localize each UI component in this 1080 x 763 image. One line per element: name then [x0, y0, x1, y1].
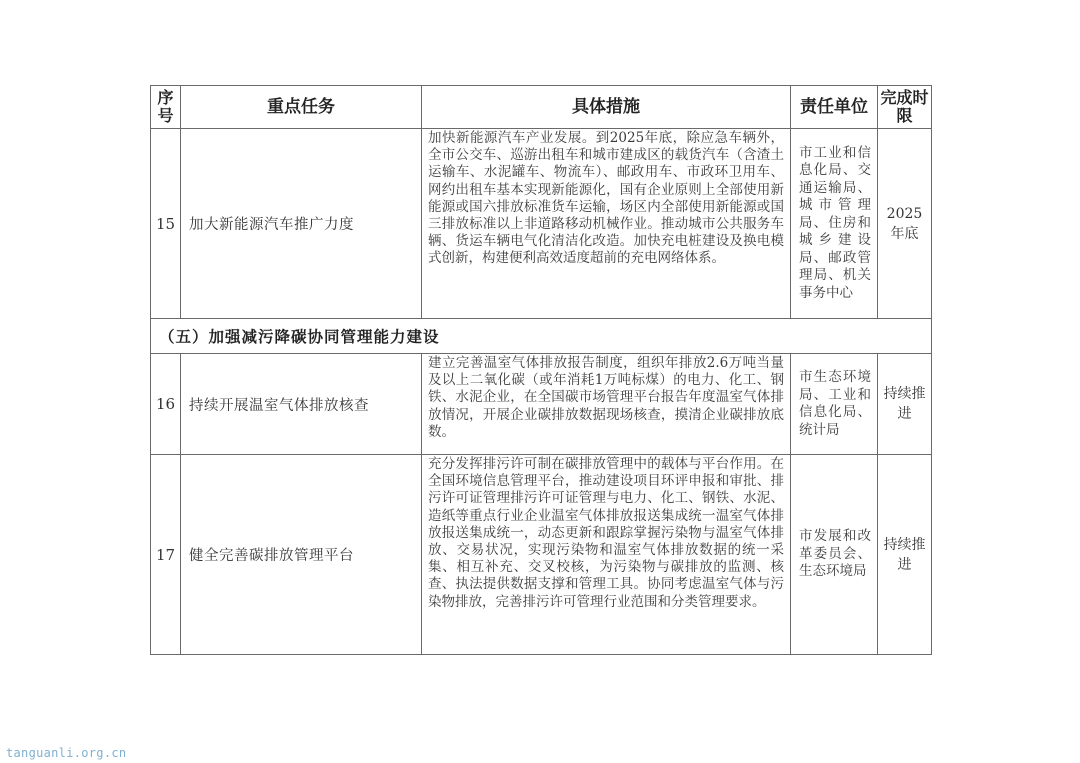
header-deadline: 完成时限 [878, 86, 932, 129]
row-unit: 市发展和改革委员会、生态环境局 [791, 455, 878, 655]
table-header-row [151, 86, 932, 129]
row-deadline: 持续推进 [878, 354, 932, 455]
watermark-text: tanguanli.org.cn [6, 746, 127, 760]
row-task: 持续开展温室气体排放核查 [181, 354, 422, 455]
row-deadline: 2025年底 [878, 129, 932, 319]
row-index: 17 [151, 455, 181, 655]
section-title: （五）加强减污降碳协同管理能力建设 [151, 319, 932, 354]
row-measures: 建立完善温室气体排放报告制度，组织年排放2.6万吨当量及以上二氧化碳（或年消耗1万吨标煤）的电力、化工、钢铁、水泥企业，在全国碳市场管理平台报告年度温室气体排放情况，开展企业碳排放数据现场核查，摸清企业碳排放底数。 [422, 354, 791, 455]
row-task: 加大新能源汽车推广力度 [181, 129, 422, 319]
task-table [150, 85, 932, 655]
row-deadline: 持续推进 [878, 455, 932, 655]
row-measures: 充分发挥排污许可制在碳排放管理中的载体与平台作用。在全国环境信息管理平台，推动建设项目环评申报和审批、排污许可证管理排污许可证管理与电力、化工、钢铁、水泥、造纸等重点行业企业温室气体排放报送集成统一温室气体排放报送集成统一，动态更新和跟踪掌握污染物与温室气体排放、交易状况，实现污染物和温室气体排放数据的统一采集、相互补充、交叉校核，为污染物与碳排放的监测、核查、执法提供数据支撑和管理工具。协同考虑温室气体与污染物排放，完善排污许可管理行业范围和分类管理要求。 [422, 455, 791, 655]
row-measures: 加快新能源汽车产业发展。到2025年底，除应急车辆外，全市公交车、巡游出租车和城市建成区的载货汽车（含渣土运输车、水泥罐车、物流车）、邮政用车、市政环卫用车、网约出租车基本实现新能源化，国有企业原则上全部使用新能源或国六排放标准货车运输，场区内全部使用新能源或国三排放标准以上非道路移动机械作业。推动城市公共服务车辆、货运车辆电气化清洁化改造。加快充电桩建设及换电模式创新，构建便利高效适度超前的充电网络体系。 [422, 129, 791, 319]
header-task: 重点任务 [181, 86, 422, 129]
row-task: 健全完善碳排放管理平台 [181, 455, 422, 655]
table-row [151, 129, 932, 319]
section-row [151, 319, 932, 354]
row-unit: 市工业和信息化局、交通运输局、城市管理局、住房和城乡建设局、邮政管理局、机关事务中心 [791, 129, 878, 319]
table-row [151, 455, 932, 655]
header-unit: 责任单位 [791, 86, 878, 129]
row-index: 16 [151, 354, 181, 455]
header-measures: 具体措施 [422, 86, 791, 129]
row-index: 15 [151, 129, 181, 319]
header-index: 序号 [151, 86, 181, 129]
table-row [151, 354, 932, 455]
row-unit: 市生态环境局、工业和信息化局、统计局 [791, 354, 878, 455]
